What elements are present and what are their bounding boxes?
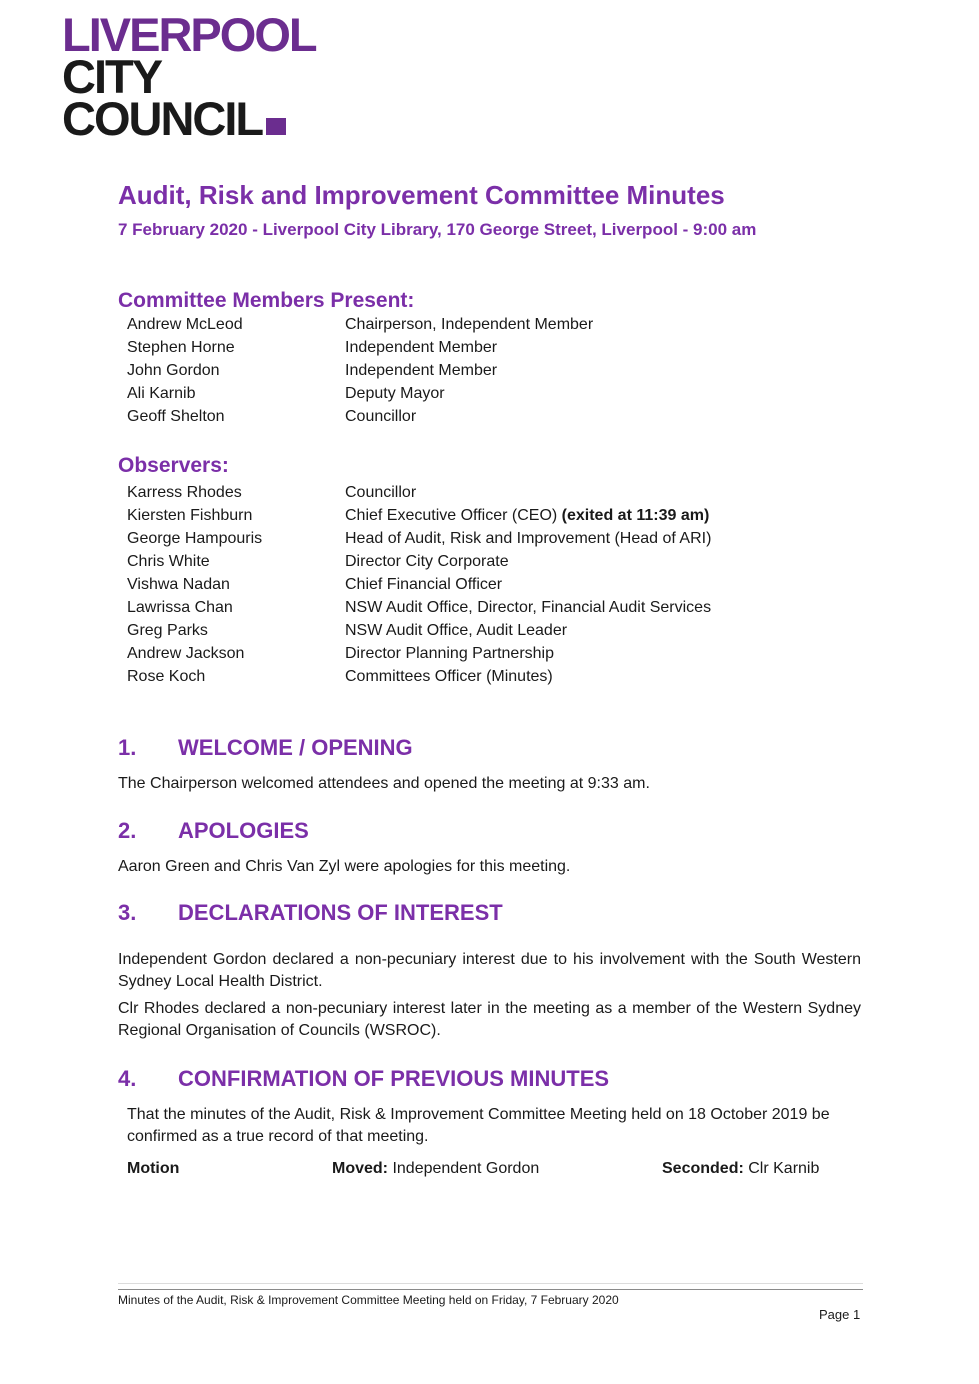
member-name: John Gordon: [127, 362, 220, 379]
motion-line: [127, 1160, 867, 1182]
member-name: Stephen Horne: [127, 339, 235, 356]
observer-role: Chief Executive Officer (CEO) (exited at 11:39 am): [345, 507, 710, 524]
observer-name: Rose Koch: [127, 668, 206, 685]
seconded-by: Seconded: Clr Karnib: [662, 1160, 820, 1177]
footer-divider: [118, 1289, 863, 1290]
footer-text: Minutes of the Audit, Risk & Improvement Committee Meeting held on Friday, 7 February 2020: [118, 1293, 619, 1307]
observer-name: Vishwa Nadan: [127, 576, 230, 593]
section-title: CONFIRMATION OF PREVIOUS MINUTES: [178, 1066, 610, 1091]
observer-row: [127, 596, 827, 619]
members-list: [127, 313, 827, 428]
section-1-paragraph: The Chairperson welcomed attendees and opened the meeting at 9:33 am.: [118, 775, 650, 792]
observer-role: Director City Corporate: [345, 553, 509, 570]
observer-row: [127, 665, 827, 688]
member-role: Deputy Mayor: [345, 385, 445, 402]
member-row: [127, 336, 827, 359]
member-row: [127, 382, 827, 405]
section-number: 2.: [118, 818, 137, 843]
moved-by: Moved: Independent Gordon: [332, 1160, 540, 1177]
section-2-paragraph: Aaron Green and Chris Van Zyl were apologies for this meeting.: [118, 858, 571, 875]
member-row: [127, 359, 827, 382]
member-name: Andrew McLeod: [127, 316, 243, 333]
member-role: Independent Member: [345, 339, 498, 356]
observer-role: Head of Audit, Risk and Improvement (Head of ARI): [345, 530, 712, 547]
observer-name: George Hampouris: [127, 530, 263, 547]
observer-name: Karress Rhodes: [127, 484, 242, 501]
page-number: Page 1: [819, 1307, 861, 1322]
observer-role: Committees Officer (Minutes): [345, 668, 553, 685]
observers-list: [127, 481, 827, 688]
observer-role: NSW Audit Office, Director, Financial Audit Services: [345, 599, 712, 616]
observer-row: [127, 481, 827, 504]
observer-row: [127, 504, 827, 527]
motion-label: Motion: [127, 1160, 180, 1177]
logo-line-city: CITY: [62, 50, 162, 103]
members-heading: Committee Members Present:: [118, 289, 415, 312]
section-number: 1.: [118, 735, 137, 760]
observer-row: [127, 619, 827, 642]
member-name: Ali Karnib: [127, 385, 196, 402]
logo-line-council: COUNCIL: [62, 98, 316, 140]
section-title: DECLARATIONS OF INTEREST: [178, 900, 503, 925]
section-3-paragraph-1: Independent Gordon declared a non-pecuniary interest due to his involvement with the South Western Sydney Local Health District.: [118, 951, 861, 990]
section-number: 3.: [118, 900, 137, 925]
observers-heading: Observers:: [118, 454, 229, 477]
observer-row: [127, 642, 827, 665]
observer-role: Director Planning Partnership: [345, 645, 554, 662]
footer-divider-light: [118, 1283, 863, 1284]
council-logo: [62, 8, 316, 145]
observer-row: [127, 527, 827, 550]
member-row: [127, 405, 827, 428]
observer-name: Chris White: [127, 553, 210, 570]
observer-role: Chief Financial Officer: [345, 576, 503, 593]
section-number: 4.: [118, 1066, 137, 1091]
meeting-details: 7 February 2020 - Liverpool City Library, 170 George Street, Liverpool - 9:00 am: [118, 220, 757, 239]
observer-row: [127, 573, 827, 596]
observer-name: Andrew Jackson: [127, 645, 245, 662]
section-1-heading: [118, 735, 413, 761]
document-title: Audit, Risk and Improvement Committee Minutes: [118, 180, 725, 210]
observer-name: Lawrissa Chan: [127, 599, 233, 616]
member-row: [127, 313, 827, 336]
member-name: Geoff Shelton: [127, 408, 225, 425]
exit-note: (exited at 11:39 am): [561, 507, 710, 524]
section-title: WELCOME / OPENING: [178, 735, 413, 760]
section-4-paragraph: That the minutes of the Audit, Risk & Improvement Committee Meeting held on 18 October 2019 be confirmed as a true record of that meeting.: [127, 1106, 830, 1145]
member-role: Chairperson, Independent Member: [345, 316, 594, 333]
logo-square-mark: [266, 118, 286, 135]
section-3-heading: [118, 900, 503, 926]
observer-role: Councillor: [345, 484, 417, 501]
observer-row: [127, 550, 827, 573]
member-role: Councillor: [345, 408, 417, 425]
observer-role: NSW Audit Office, Audit Leader: [345, 622, 568, 639]
member-role: Independent Member: [345, 362, 498, 379]
observer-name: Greg Parks: [127, 622, 208, 639]
observer-name: Kiersten Fishburn: [127, 507, 253, 524]
section-3-paragraph-2: Clr Rhodes declared a non-pecuniary interest later in the meeting as a member of the Western Sydney Regional Organisation of Councils (WSROC).: [118, 1000, 861, 1039]
section-4-heading: [118, 1066, 609, 1092]
section-2-heading: [118, 818, 309, 844]
logo-line-liverpool: LIVERPOOL: [62, 8, 316, 61]
section-title: APOLOGIES: [178, 818, 309, 843]
